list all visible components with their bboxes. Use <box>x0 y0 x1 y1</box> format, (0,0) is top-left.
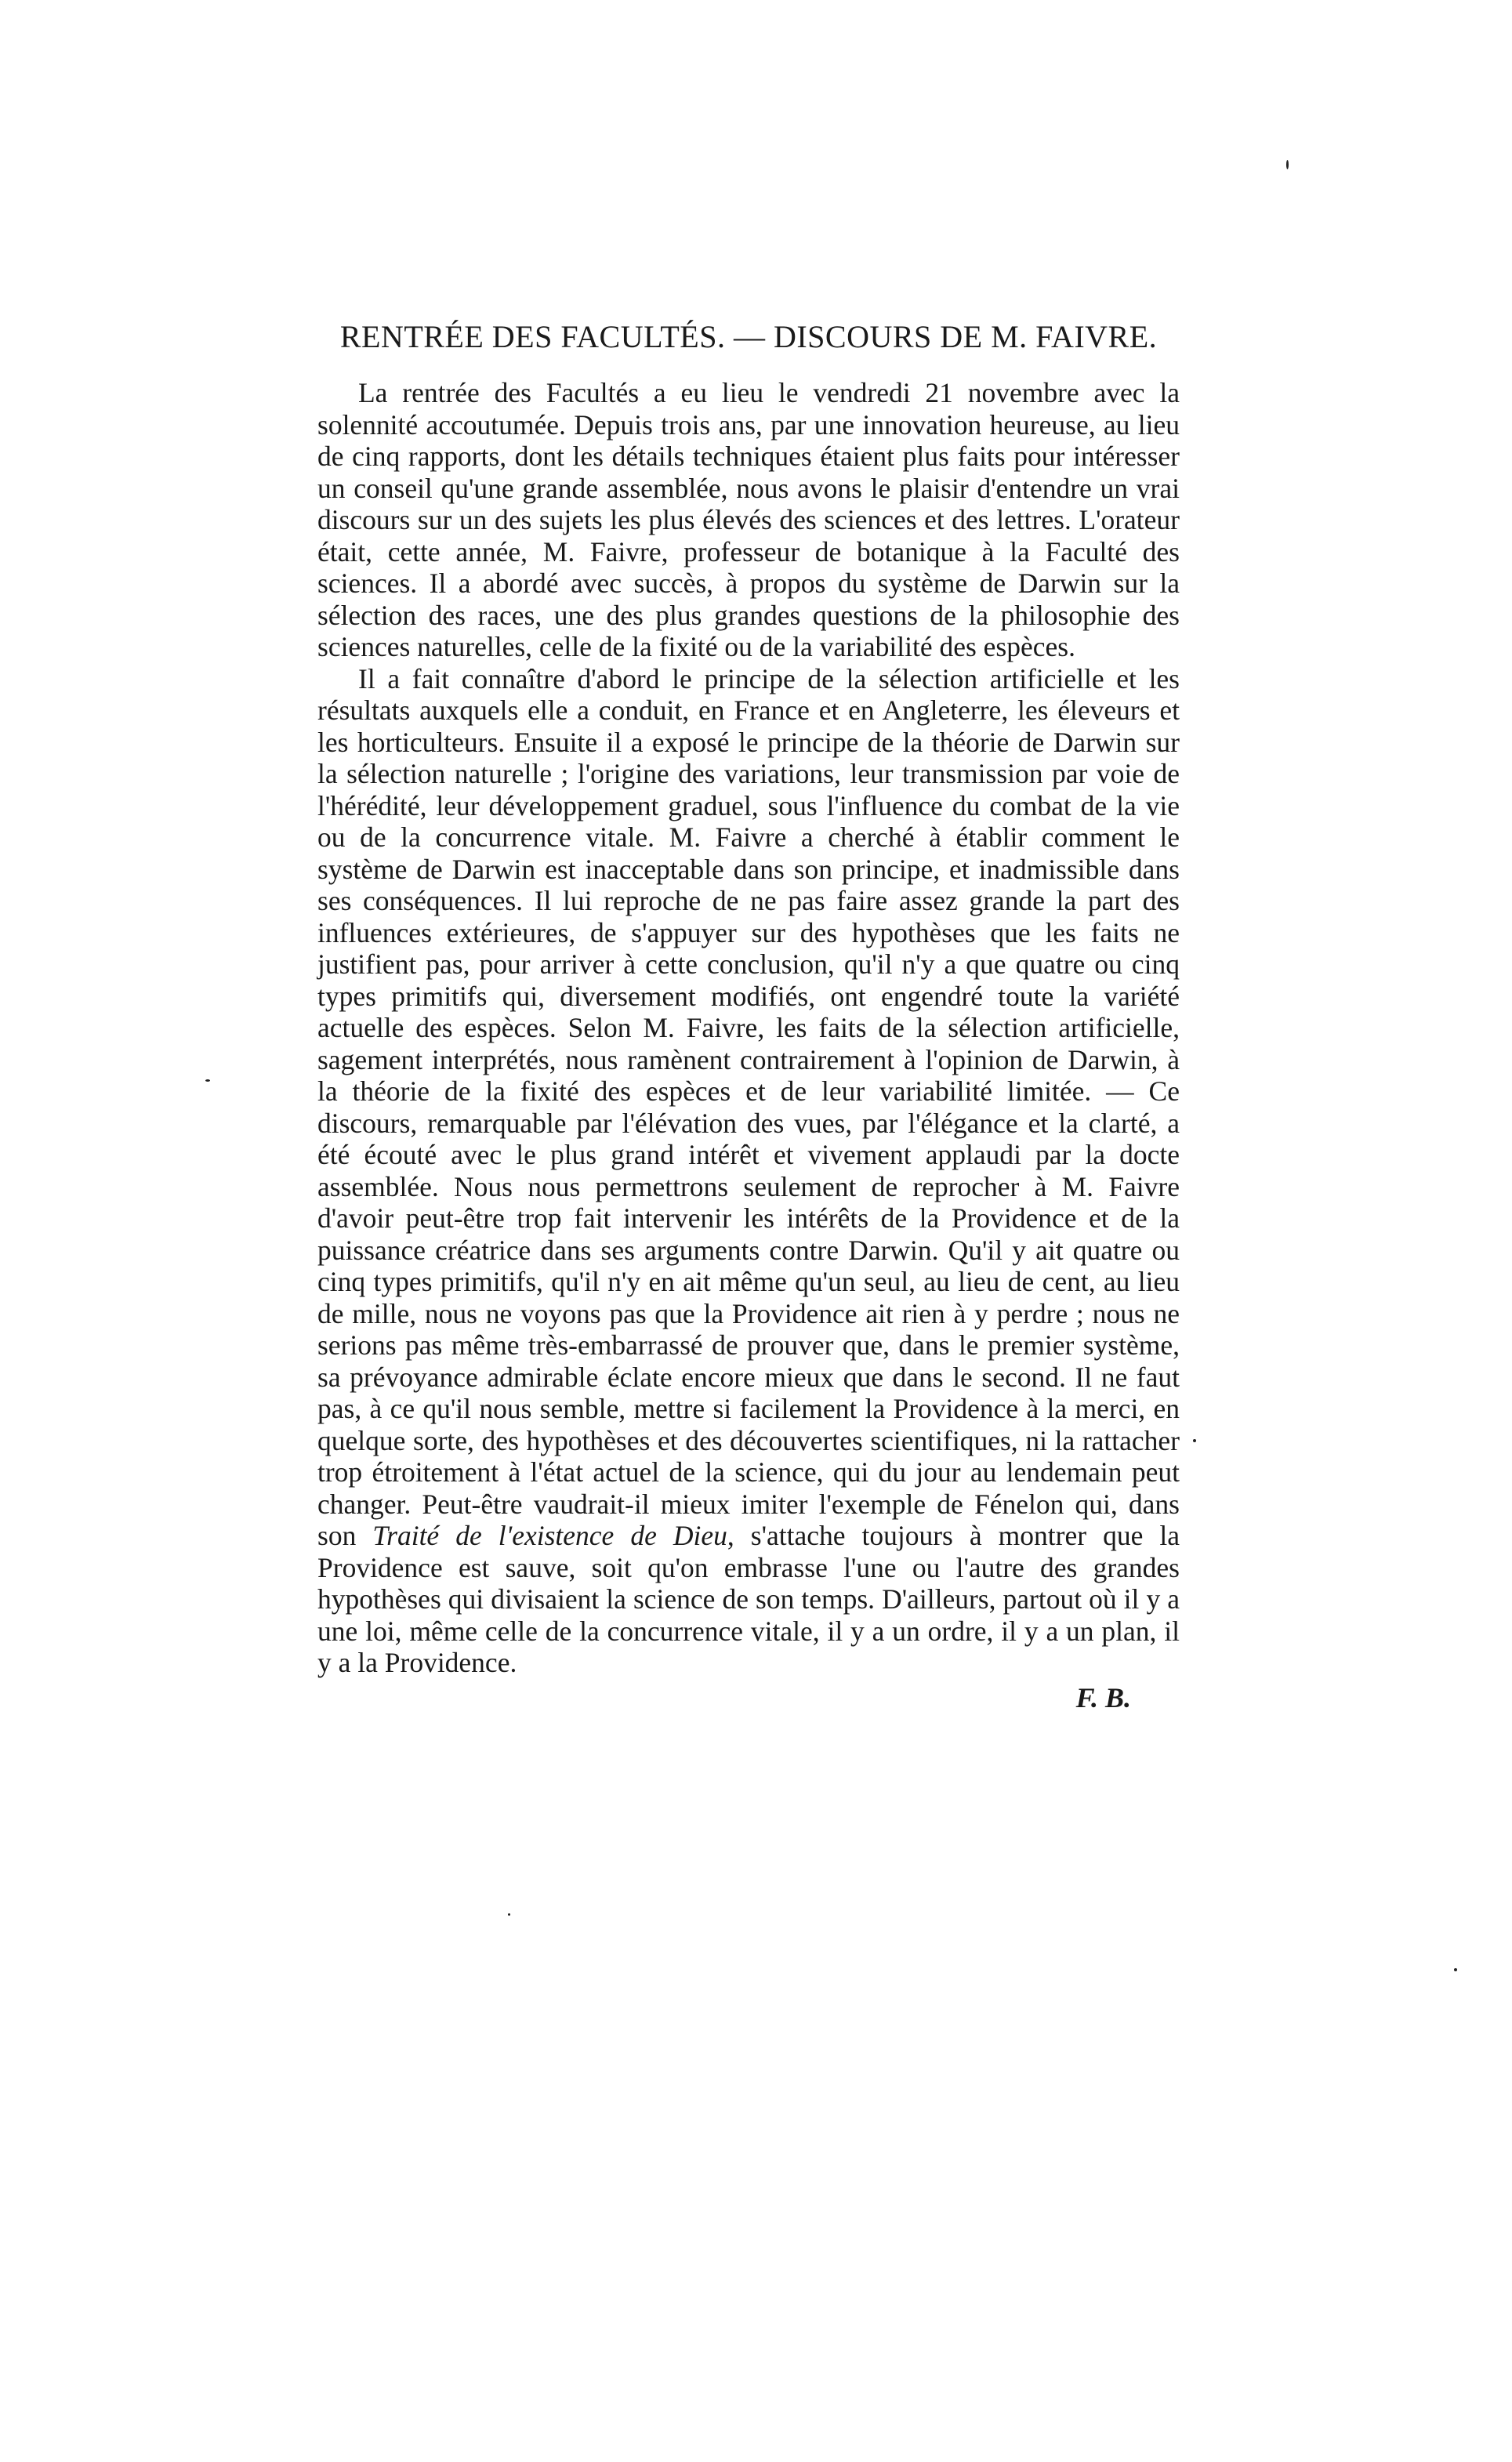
author-signature: F. B. <box>1075 1681 1131 1713</box>
article <box>317 317 1180 1715</box>
book-title: Traité de l'existence de Dieu <box>372 1520 727 1551</box>
paragraph-2-text-b: , s'attache toujours à montrer que la Providence est sauve, soit qu'on embrasse l'une ou l'autre des grandes hypothèses qui divisaient la science de son temps. D'ailleurs, partout où il y a une loi, même celle de la concurrence vitale, il y a un ordre, il y a un plan, il y a la Providence. <box>317 1520 1180 1678</box>
ink-speck <box>1454 1968 1457 1971</box>
paragraph-1: La rentrée des Facultés a eu lieu le vendredi 21 novembre avec la solennité accoutumée. Depuis trois ans, par une innovation heureuse, au lieu de cinq rapports, dont les détails techniques étaient plus faits pour intéresser un conseil qu'une grande assemblée, nous avons le plaisir d'entendre un vrai discours sur un des sujets les plus élevés des sciences et des lettres. L'orateur était, cette année, M. Faivre, professeur de botanique à la Faculté des sciences. Il a abordé avec succès, à propos du système de Darwin sur la sélection des races, une des plus grandes questions de la philosophie des sciences naturelles, celle de la fixité ou de la variabilité des espèces. <box>317 377 1180 662</box>
paragraph-2 <box>317 663 1180 1679</box>
article-heading: RENTRÉE DES FACULTÉS. — DISCOURS DE M. FAIVRE. <box>339 319 1158 354</box>
ink-speck <box>1286 160 1289 169</box>
ink-speck <box>205 1079 210 1082</box>
paragraph-2-text-a: Il a fait connaître d'abord le principe de la sélection artificielle et les résultats auxquels elle a conduit, en France et en Angleterre, les éleveurs et les horticulteurs. Ensuite il a exposé le principe de la théorie de Darwin sur la sélection naturelle ; l'origine des variations, leur transmission par voie de l'hérédité, leur développement graduel, sous l'influence du combat de la vie ou de la concurrence vitale. M. Faivre a cherché à établir comment le système de Darwin est inacceptable dans son principe, et inadmissible dans ses conséquences. Il lui reproche de ne pas faire assez grande la part des influences extérieures, de s'appuyer sur des hypothèses que les faits ne justifient pas, pour arriver à cette conclusion, qu'il n'y a que quatre ou cinq types primitifs qui, diversement modifiés, ont engendré toute la variété actuelle des espèces. Selon M. Faivre, les faits de la sélection artificielle, sagement interprétés, nous ramènent contrairement à l'opinion de Darwin, à la théorie de la fixité des espèces et de leur variabilité limitée. — Ce discours, remarquable par l'élévation des vues, par l'élégance et la clarté, a été écouté avec le plus grand intérêt et vivement applaudi par la docte assemblée. Nous nous permettrons seulement de reprocher à M. Faivre d'avoir peut-être trop fait intervenir les intérêts de la Providence et de la puissance créatrice dans ses arguments contre Darwin. Qu'il y ait quatre ou cinq types primitifs, qu'il n'y en ait même qu'un seul, au lieu de cent, au lieu de mille, nous ne voyons pas que la Providence ait rien à y perdre ; nous ne serions pas même très-embarrassé de prouver que, dans le premier système, sa prévoyance admirable éclate encore mieux que dans le second. Il ne faut pas, à ce qu'il nous semble, mettre si facilement la Providence à la merci, en quelque sorte, des hypothèses et des découvertes scientifiques, ni la rattacher trop étroitement à l'état actuel de la science, qui du jour au lendemain peut changer. Peut-être vaudrait-il mieux imiter l'exemple de Fénelon qui, dans son <box>317 662 1180 1551</box>
ink-speck <box>1193 1439 1196 1442</box>
ink-speck <box>508 1913 510 1916</box>
article-body <box>317 377 1180 1679</box>
